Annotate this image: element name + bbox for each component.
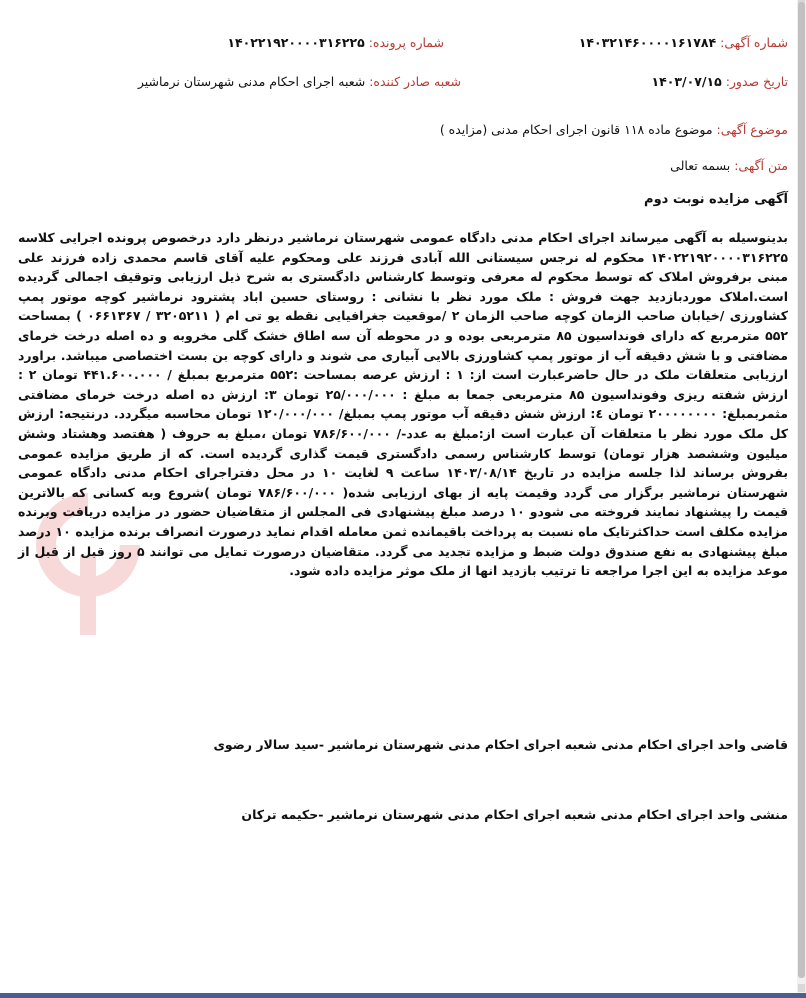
issuer-field (138, 73, 461, 91)
scroll-down-arrow-icon[interactable] (798, 984, 805, 992)
file-number-value: ۱۴۰۲۲۱۹۲۰۰۰۰۳۱۶۲۲۵ (227, 35, 365, 50)
ad-text-line (670, 158, 788, 173)
ad-number-value: ۱۴۰۳۲۱۴۶۰۰۰۰۱۶۱۷۸۴ (578, 35, 717, 50)
issue-date-value: ۱۴۰۳/۰۷/۱۵ (651, 74, 722, 89)
ad-number-field (579, 34, 788, 52)
clerk-signature: منشی واحد اجرای احکام مدنی شعبه اجرای احکام مدنی شهرستان نرماشیر -حکیمه ترکان (241, 807, 788, 822)
file-number-field (227, 34, 444, 52)
issuer-label: شعبه صادر کننده: (369, 74, 461, 89)
subject-label: موضوع آگهی: (716, 122, 788, 137)
file-number-label: شماره پرونده: (368, 35, 444, 50)
ad-number-label: شماره آگهی: (720, 35, 788, 50)
issuer-value: شعبه اجرای احکام مدنی شهرستان نرماشیر (137, 74, 366, 89)
vertical-scrollbar[interactable] (797, 0, 806, 998)
issue-date-label: تاریخ صدور: (725, 74, 788, 89)
notice-title: آگهی مزایده نوبت دوم (644, 192, 788, 207)
subject-value: موضوع ماده ۱۱۸ قانون اجرای احکام مدنی (مزایده ) (439, 122, 713, 137)
notice-body: بدینوسیله به آگهی میرساند اجرای احکام مدنی دادگاه عمومی شهرستان نرماشیر درنظر دارد درخصوص پرونده اجرایی کلاسه ۱۴۰۲۲۱۹۲۰۰۰۰۳۱۶۲۲۵ محکوم له نرجس سیستانی الله آبادی فرزند علی ومحکوم علیه آقای قاسم محمدی زاده فرزند علی مبنی برفروش املاک که توسط محکوم له معرفی وتوسط کارشناس دادگستری به شرح ذیل ارزیابی وتوقیف اجمالی گردیده است.املاک موردبازدید جهت فروش : ملک مورد نظر با نشانی : روستای حسین اباد پشترود نرماشیر کوچه موتور پمپ کشاورزی /خیابان صاحب الزمان کوچه صاحب الزمان ۲ /موقعیت جغرافیایی نقطه یو تی ام ( ۳۲۰۵۲۱۱ / ۰۶۶۱۳۶۷ ) بمساحت ۵۵۲ مترمربع که دارای فونداسیون ۸۵ مترمربعی بوده و در محوطه آن سه اطاق خشک گلی مخروبه و ده اصله درخت خرمای مضافتی و با شش دقیقه آب از موتور پمپ کشاورزی بالایی آبیاری می شوند و دارای کوچه بن بست اختصاصی میباشد. براورد ارزیابی متعلقات ملک در حال حاضرعبارت است از: ۱ : ارزش عرصه بمساحت :۵۵۲ مترمربع بمبلغ / ۴۴۱.۶۰۰.۰۰۰ تومان ۲ : ارزش شفته ریزی وفونداسیون ۸۵ مترمربعی جمعا به مبلغ : ۲۵/۰۰۰/۰۰۰ تومان ۳: ارزش ده اصله درخت خرمای مضافتی مثمربمبلغ: ۲۰۰۰۰۰۰۰۰ تومان ٤: ارزش شش دقیقه آب موتور پمپ بمبلغ/ ۱۲۰/۰۰۰/۰۰۰ تومان محاسبه میگردد. درنتیجه: ارزش کل ملک مورد نظر با متعلقات آن عبارت است از:مبلغ به عدد-/ ۷۸۶/۶۰۰/۰۰۰ تومان ،مبلغ به حروف ( هفتصد وهشتاد وشش میلیون وششصد هزار تومان) توسط کارشناس رسمی دادگستری قیمت گذاری گردیده است. که از طریق مزایده عمومی بفروش برساند لذا جلسه مزایده در تاریخ ۱۴۰۳/۰۸/۱۴ ساعت ۹ لغایت ۱۰ در محل دفتراجرای احکام مدنی دادگاه عمومی شهرستان نرماشیر برگزار می گردد وقیمت پایه از بهای ارزیابی شده( ۷۸۶/۶۰۰/۰۰۰ تومان )شروع وبه کسانی که بالاترین قیمت را پیشنهاد نمایند فروخته می شودو ۱۰ درصد مبلغ پیشنهادی فی المجلس از متقاضیان حضور در مزایده دریافت وبرنده مزایده مکلف است حداکثرتایک ماه نسبت به پرداخت باقیمانده ثمن معامله اقدام نماید درصورت انصراف برنده مزایده ۱۰ درصد مبلغ پیشنهادی به نفع صندوق دولت ضبط و مزایده تجدید می گردد. متقاضیان درصورت تمایل می توانند ۵ روز قبل از قبل از موعد مزایده به این اجرا مراجعه تا ترتیب بازدید انها از ملک موثر مزایده داده شود. (18, 230, 789, 579)
ad-text-value: بسمه تعالی (670, 158, 731, 173)
ad-text-label: متن آگهی: (734, 158, 788, 173)
judge-signature: قاضی واحد اجرای احکام مدنی شعبه اجرای احکام مدنی شهرستان نرماشیر -سید سالار رضوی (213, 737, 788, 752)
subject-line (440, 122, 788, 137)
bottom-border-bar (0, 993, 806, 998)
scrollbar-thumb[interactable] (798, 2, 805, 978)
issue-date-field (652, 73, 788, 91)
